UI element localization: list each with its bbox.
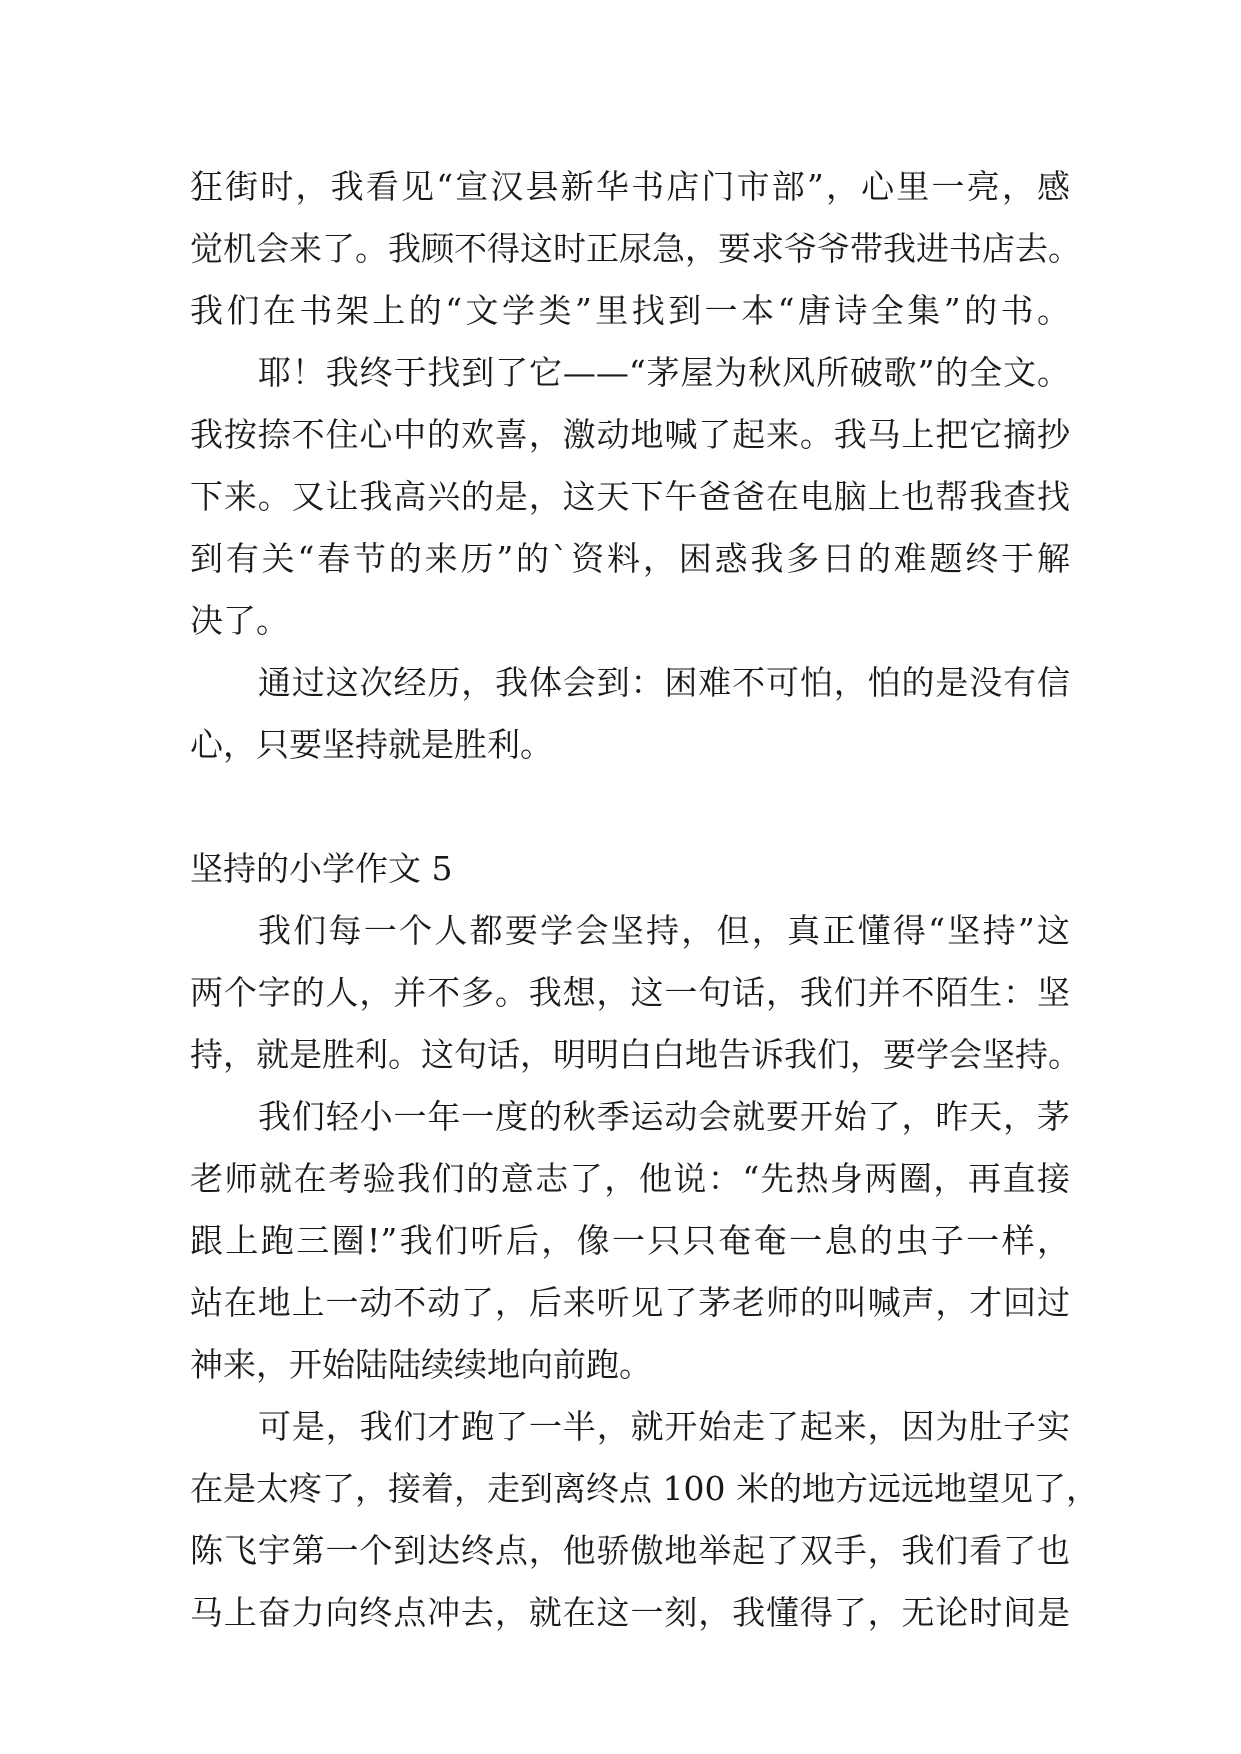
text-line: 心，只要坚持就是胜利。 (190, 725, 553, 764)
text-line: 神来，开始陆陆续续地向前跑。 (190, 1345, 652, 1384)
text-line: 马上奋力向终点冲去，就在这一刻，我懂得了，无论时间是 (190, 1593, 1070, 1632)
essay-text (190, 156, 1099, 1644)
text-line: 狂街时，我看见“宣汉县新华书店门市部”，心里一亮，感 (190, 167, 1070, 206)
text-line: 我们每一个人都要学会坚持，但，真正懂得“坚持”这 (258, 911, 1070, 950)
text-line: 两个字的人，并不多。我想，这一句话，我们并不陌生：坚 (190, 973, 1070, 1012)
text-line: 我按捺不住心中的欢喜，激动地喊了起来。我马上把它摘抄 (190, 415, 1070, 454)
text-line: 我们轻小一年一度的秋季运动会就要开始了，昨天，茅 (258, 1097, 1070, 1136)
text-line: 决了。 (190, 601, 289, 640)
text-line: 站在地上一动不动了，后来听见了茅老师的叫喊声，才回过 (190, 1283, 1070, 1322)
text-line: 耶！我终于找到了它——“茅屋为秋风所破歌”的全文。 (258, 353, 1070, 392)
text-line: 老师就在考验我们的意志了，他说：“先热身两圈，再直接 (190, 1159, 1070, 1198)
text-line: 下来。又让我高兴的是，这天下午爸爸在电脑上也帮我查找 (190, 477, 1070, 516)
text-line: 陈飞宇第一个到达终点，他骄傲地举起了双手，我们看了也 (190, 1531, 1070, 1570)
text-line: 到有关“春节的来历”的`资料，困惑我多日的难题终于解 (190, 539, 1070, 578)
text-line: 通过这次经历，我体会到：困难不可怕，怕的是没有信 (258, 663, 1070, 702)
text-line: 觉机会来了。我顾不得这时正尿急，要求爷爷带我进书店去。 (190, 229, 1081, 268)
text-line: 可是，我们才跑了一半，就开始走了起来，因为肚子实 (258, 1407, 1070, 1446)
text-line: 我们在书架上的“文学类”里找到一本“唐诗全集”的书。 (190, 291, 1070, 330)
paragraph-gap (190, 776, 1070, 838)
text-line: 跟上跑三圈!”我们听后，像一只只奄奄一息的虫子一样， (190, 1221, 1070, 1260)
text-line: 在是太疼了，接着，走到离终点 100 米的地方远远地望见了， (190, 1469, 1099, 1508)
section-heading: 坚持的小学作文 5 (190, 849, 453, 888)
text-line: 持，就是胜利。这句话，明明白白地告诉我们，要学会坚持。 (190, 1035, 1081, 1074)
